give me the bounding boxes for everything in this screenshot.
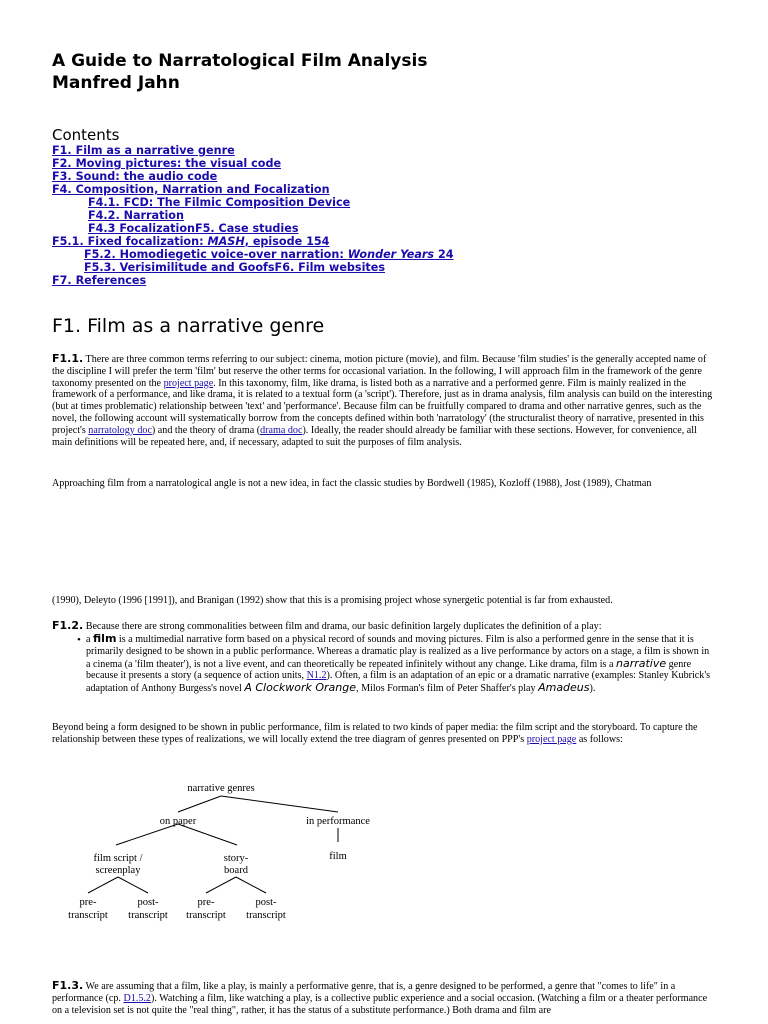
node-transcript: transcript [68,910,108,921]
node-pre: pre- [197,897,215,908]
toc-link[interactable]: F4. Composition, Narration and Focalization [52,183,330,196]
toc-item-f7[interactable] [52,274,146,287]
toc-link[interactable]: F7. References [52,274,147,287]
toc-item-f5-3[interactable] [84,261,385,274]
paragraph-text: There are three common terms referring to our subject: cinema, motion picture (movie), and film. Because 'film studies' is the generally accepted name of the discipline I will prefer the term 'film' but reserve the other terms for occasional variation. In the following, I will approach film in the framework of the genre taxonomy presented on the [52,354,707,389]
paragraph-text: Because there are strong commonalities between film and drama, our basic definition largely duplicates the definition of a play: [83,621,602,632]
toc-text: , episode 154 [244,235,330,248]
node-transcript: transcript [186,910,226,921]
toc-link[interactable] [52,235,329,248]
toc-link[interactable]: F4.1. FCD: The Filmic Composition Device [88,196,351,209]
paragraph-text: genre because it presents a story (a sequence of action units, [86,658,692,682]
paragraph-f1-2 [52,620,716,633]
toc-item-f4-2[interactable] [88,209,184,222]
paragraph-text: We are assuming that a film, like a play, is mainly a performative genre, that is, a genre designed to be performed, a genre that "comes to life" in a performance (cp. [52,981,676,1004]
toc-item-f2[interactable] [52,157,281,170]
contents-heading: Contents [52,126,120,144]
toc-link[interactable]: F4.2. Narration [88,209,184,222]
definition-term: film [93,632,117,645]
paragraph-label: F1.1. [52,352,84,365]
toc-emphasis: Wonder Years [347,248,435,261]
narratology-doc-link[interactable]: narratology doc [88,424,152,436]
node-storyboard: story- [223,853,249,864]
paragraph-text: as follows: [576,733,623,745]
paragraph-f1-1 [52,353,716,448]
node-screenplay: screenplay [95,865,141,876]
paragraph-text: a [86,634,94,645]
toc-item-f4-1[interactable] [88,196,350,209]
toc-link[interactable]: F2. Moving pictures: the visual code [52,157,282,170]
toc-link[interactable]: F4.3 FocalizationF5. Case studies [88,222,299,235]
toc-link[interactable]: F5.3. Verisimilitude and GoofsF6. Film websites [84,261,386,274]
bullet-marker: • [77,634,81,646]
n1-2-link[interactable]: N1.2 [306,670,327,682]
d1-5-2-link[interactable]: D1.5.2 [123,992,151,1004]
toc-text: 24 [434,248,454,261]
paragraph-label: F1.2. [52,619,84,632]
node-on-paper: on paper [159,816,197,827]
toc-item-f5-2[interactable] [84,248,454,261]
node-pre: pre- [79,897,97,908]
emphasis: A Clockwork Orange [244,681,357,695]
paragraph-text: ) and the theory of drama ( [151,424,261,436]
node-post: post- [255,897,277,908]
paragraph-text: . In this taxonomy, film, like drama, is listed both as a narrative and a performed genre. Film is mainly realized in the framework of a performance, and like drama, it is related to a textual form (a 'script'). Therefore, just as in drama analysis, film analysis can build on the interesting (but at times problematic) relationship between 'text' and 'performance'. Because film can be fruitfully compared to drama and other narrative genres, such as the novel, the following account will systematically borrow from the concepts defined within both 'narratology' (the structuralist theory of narrative, presented in this project's [52,377,713,436]
drama-doc-link[interactable]: drama doc [260,424,303,436]
genre-tree-diagram [0,770,768,930]
node-transcript: transcript [246,910,286,921]
paragraph-text: ). Watching a film, like watching a play, is a collective public experience and a social occasion. (Watching a film or a theater performance on a television set is not quite the "real thing", rather, it has the status of a substitute performance.) Both drama and film are [52,992,708,1016]
node-film-script: film script / [93,853,143,864]
toc-emphasis: MASH [207,235,245,248]
title-text: A Guide to Narratological Film Analysis [52,51,428,71]
paragraph-label: F1.3. [52,979,84,992]
paragraph-text: ). Ideally, the reader should already be familiar with these sections. However, for convenience, all main definitions will be repeated here, and, if necessary, adapted to suit the purposes of film analysis. [52,424,697,448]
paragraph-text: ). Often, a film is an adaptation of an epic or a dramatic narrative (examples: Stanley Kubrick's adaptation of Anthony Burgess's novel [86,670,711,695]
document-title [52,50,427,94]
toc-text: F5.2. Homodiegetic voice-over narration: [84,248,348,261]
toc-item-f4-3[interactable] [88,222,299,235]
node-in-performance: in performance [306,816,370,827]
paragraph-text: Beyond being a form designed to be shown in public performance, film is related to two kinds of paper media: the film script and the storyboard. To capture the relationship between these types of realizations, we will locally extend the tree diagram of genres presented on PPP's [52,722,698,745]
paragraph-approach: Approaching film from a narratological angle is not a new idea, in fact the classic studies by Bordwell (1985), Kozloff (1988), Jost (1989), Chatman [52,478,652,489]
toc-item-f3[interactable] [52,170,217,183]
toc-item-f4[interactable] [52,183,330,196]
project-page-link[interactable]: project page [526,733,577,745]
node-transcript: transcript [128,910,168,921]
definition-bullet [86,633,716,695]
toc-link[interactable] [84,248,454,261]
toc-text: F5.1. Fixed focalization: [52,235,208,248]
section-heading: F1. Film as a narrative genre [52,315,325,337]
paragraph-text: is a multimedial narrative form based on a physical record of sounds and moving pictures. Film is also a performed genre in the sense that it is primarily designed to be shown in a public performance. Whereas a dramatic play is realized as a live performance by actors on a stage, a film is shown in a cinema (a 'film theater'), is not a live event, and can theoretically be repeated infinitely without any change. Like drama, film is a [86,634,710,670]
node-storyboard-cont: board [224,865,248,876]
paragraph-text: , Milos Forman's film of Peter Shaffer's play [356,683,539,695]
toc-link[interactable]: F1. Film as a narrative genre [52,144,235,157]
tree-edges [88,796,338,893]
node-post: post- [137,897,159,908]
toc-item-f1[interactable] [52,144,235,157]
toc-item-f5-1[interactable] [52,235,329,248]
emphasis: Amadeus [538,681,590,695]
node-narrative-genres: narrative genres [187,783,255,794]
toc-link[interactable]: F3. Sound: the audio code [52,170,218,183]
emphasis: narrative [616,656,667,670]
author-text: Manfred Jahn [52,73,180,93]
paragraph-beyond [52,722,716,746]
project-page-link[interactable]: project page [163,377,214,389]
paragraph-text: ). [589,683,596,695]
node-film: film [329,851,347,862]
paragraph-approach-cont: (1990), Deleyto (1996 [1991]), and Branigan (1992) show that this is a promising project whose synergetic potential is far from exhausted. [52,595,613,606]
paragraph-f1-3 [52,980,716,1016]
